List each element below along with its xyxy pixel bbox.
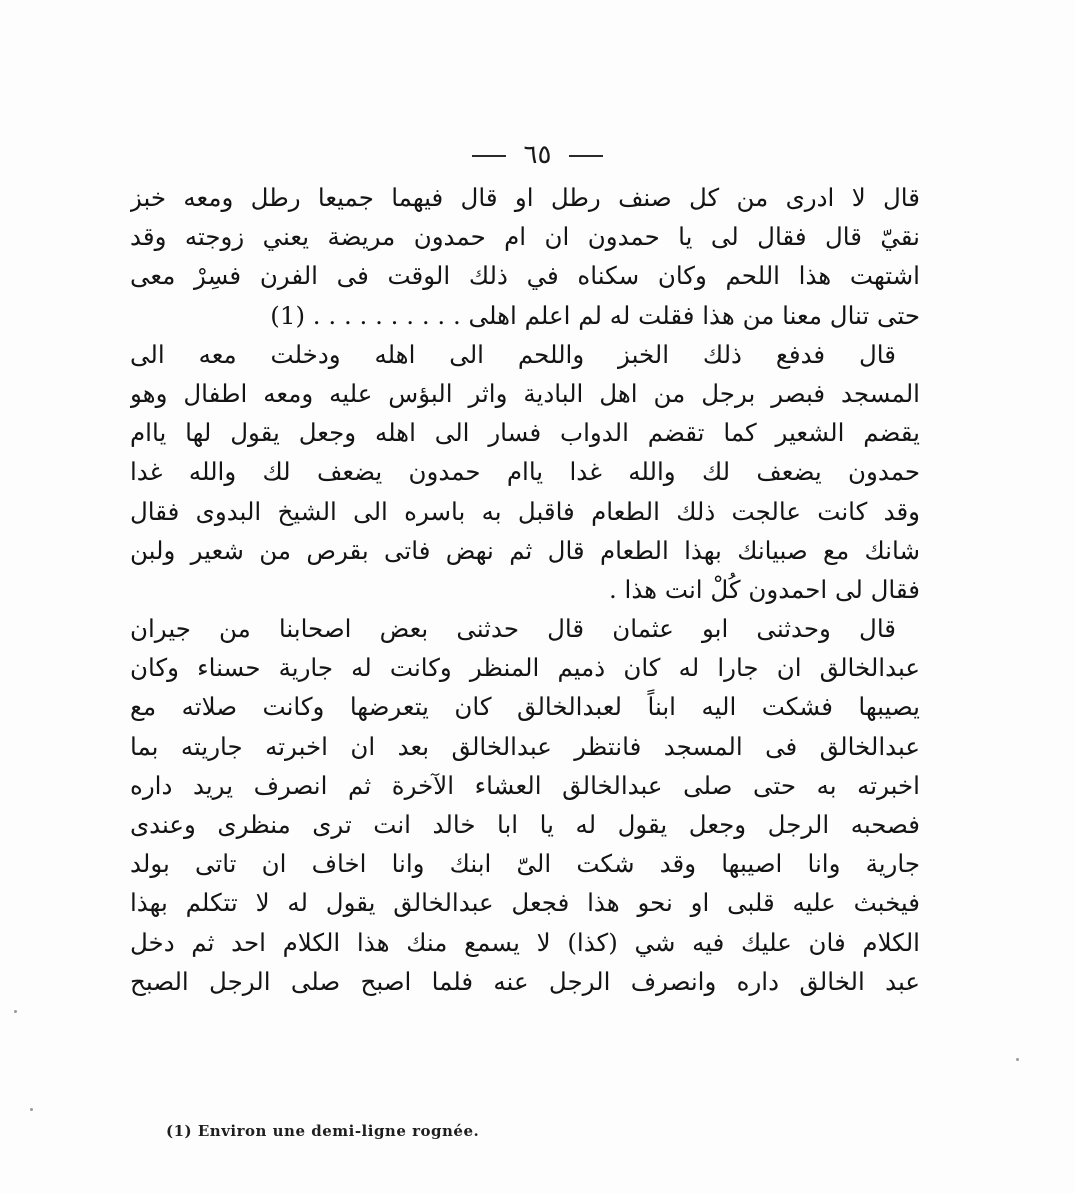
page-number bbox=[0, 140, 1075, 170]
text-line: حمدون يضعف لك والله غدا ياام حمدون يضعف لك والله غدا bbox=[130, 457, 920, 487]
page-number-value: ٦٥ bbox=[523, 140, 552, 170]
body-text bbox=[130, 178, 920, 1001]
text-line: نقيّ قال فقال لى يا حمدون ان ام حمدون مريضة يعني زوجته وقد bbox=[130, 222, 920, 252]
text-line: حتى تنال معنا من هذا فقلت له لم اعلم اهلى . . . . . . . . . . (1) bbox=[270, 300, 920, 330]
text-line: وقد كانت عالجت ذلك الطعام فاقبل به باسره الى الشيخ البدوى فقال bbox=[130, 496, 920, 526]
text-line: يصيبها فشكت اليه ابناً لعبدالخالق كان يتعرضها وكانت صلاته مع bbox=[130, 692, 920, 722]
text-line: جارية وانا اصيبها وقد شكت الىّ ابنك وانا اخاف ان تاتى بولد bbox=[130, 849, 920, 879]
text-line: قال وحدثنى ابو عثمان قال حدثنى بعض اصحابنا من جيران bbox=[130, 614, 896, 644]
text-line: عبدالخالق ان جارا له كان ذميم المنظر وكانت له جارية حسناء وكان bbox=[130, 653, 920, 683]
text-line: فيخبث عليه قلبى او نحو هذا فجعل عبدالخالق يقول له لا تتكلم بهذا bbox=[130, 888, 920, 918]
scan-speck bbox=[30, 1108, 33, 1111]
text-line: فصحبه الرجل وجعل يقول له يا ابا خالد انت ترى منظرى وعندى bbox=[130, 810, 920, 839]
text-line: عبد الخالق داره وانصرف الرجل عنه فلما اصبح صلى الرجل الصبح bbox=[130, 966, 920, 996]
text-line: يقضم الشعير كما تقضم الدواب فسار الى اهله وجعل يقول لها ياام bbox=[130, 418, 920, 448]
scan-speck bbox=[1016, 1058, 1019, 1061]
text-line: عبدالخالق فى المسجد فانتظر عبدالخالق بعد ان اخبرته جاريته بما bbox=[130, 731, 920, 761]
text-line: اشتهت هذا اللحم وكان سكناه في ذلك الوقت فى الفرن فسِرْ معى bbox=[130, 261, 920, 291]
text-line: المسجد فبصر برجل من اهل البادية واثر البؤس عليه ومعه اطفال وهو bbox=[130, 378, 920, 408]
text-line: شانك مع صبيانك بهذا الطعام قال ثم نهض فاتى بقرص من شعير ولبن bbox=[130, 535, 920, 565]
scan-speck bbox=[14, 1010, 17, 1013]
text-line: اخبرته به حتى صلى عبدالخالق العشاء الآخرة ثم انصرف يريد داره bbox=[130, 770, 920, 800]
page-number-left-dash bbox=[472, 155, 506, 157]
text-line: قال فدفع ذلك الخبز واللحم الى اهله ودخلت معه الى bbox=[130, 339, 896, 369]
footnote: (1) Environ une demi-ligne rognée. bbox=[166, 1122, 480, 1140]
text-line: قال لا ادرى من كل صنف رطل او قال فيهما جميعا رطل ومعه خبز bbox=[130, 183, 920, 212]
page-number-right-dash bbox=[569, 155, 603, 157]
text-line: فقال لى احمدون كُلْ انت هذا . bbox=[608, 574, 920, 604]
text-line: الكلام فان عليك فيه شي (كذا) لا يسمع منك هذا الكلام احد ثم دخل bbox=[130, 927, 920, 957]
